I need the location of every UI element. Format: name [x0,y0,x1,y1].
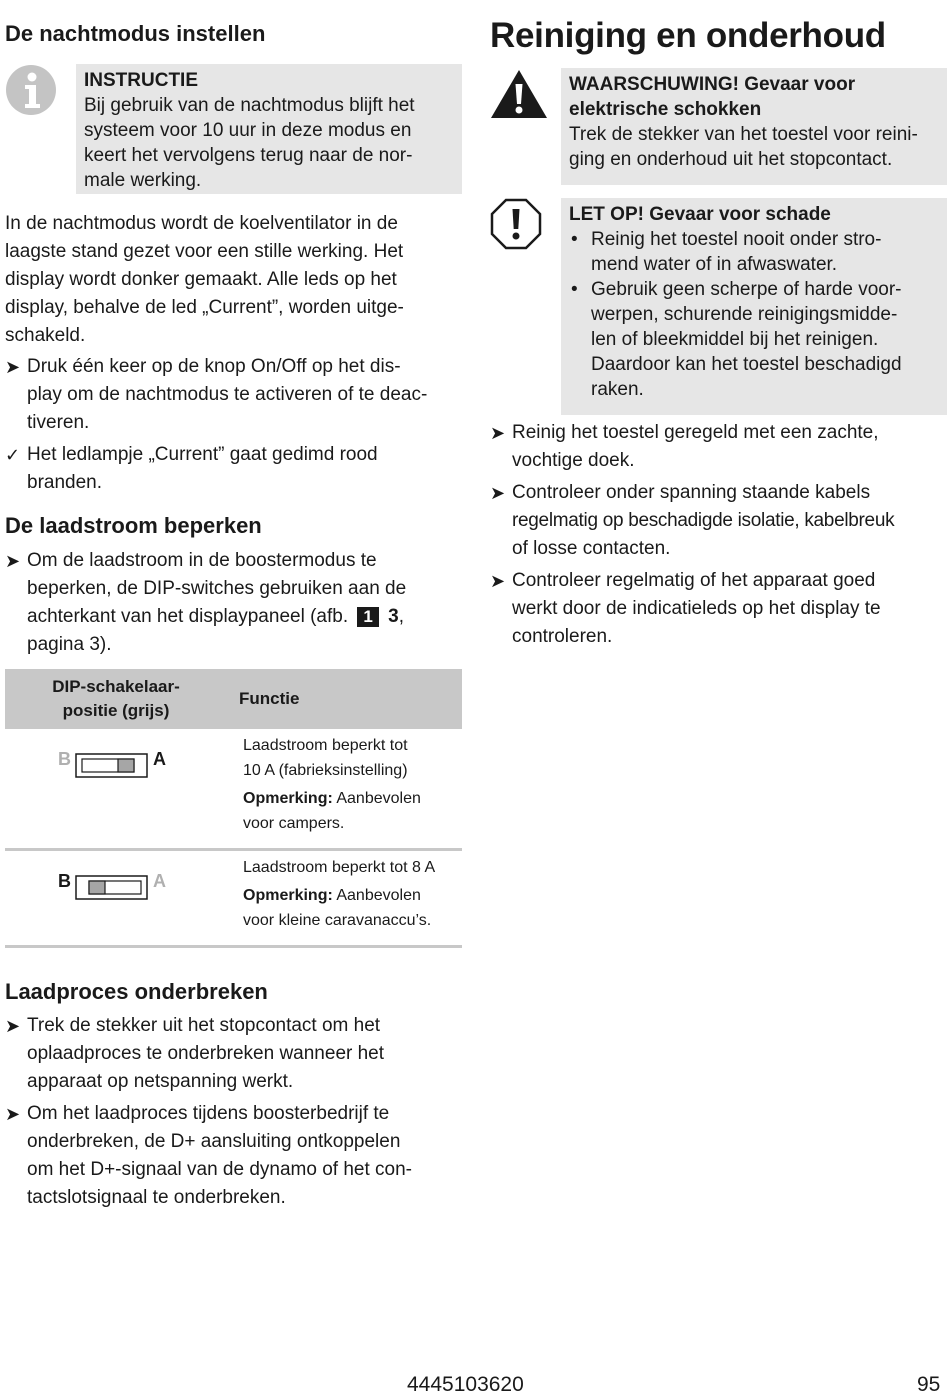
switch-label-a: A [153,871,166,891]
table-header-position [5,669,227,729]
step-line: vochtige doek. [512,450,635,471]
warning-triangle-icon [490,68,548,125]
cleaning-step [490,419,950,475]
limit-current-step [5,547,462,659]
paragraph-line: In de nachtmodus wordt de koelventilator in de [5,213,398,234]
warning-title: elektrische schokken [569,99,762,120]
result-line: Het ledlampje „Current” gaat gedimd rood [27,444,378,465]
bullet-line: Daardoor kan het toestel beschadigd [591,354,902,375]
warning-notice [490,68,947,185]
function-cell [227,850,462,947]
function-note [243,786,456,811]
arrow-icon: ➤ [5,551,21,571]
bullet-line: raken. [591,379,644,400]
step-line: oplaadproces te onderbreken wanneer het [27,1043,385,1064]
note-label: Opmerking: [243,790,333,807]
step-line [27,603,462,631]
dip-switch-table [5,669,462,948]
instruction-line: keert het vervolgens terug naar de nor- [84,145,413,166]
switch-label-b: B [58,871,71,891]
note-text: Aanbevolen [332,887,421,904]
paragraph-line: laagste stand gezet voor een stille werking. Het [5,241,404,262]
step-line: of losse contacten. [512,538,671,559]
step-line: Controleer onder spanning staande kabels [512,482,871,503]
instruction-line: Bij gebruik van de nachtmodus blijft het [84,95,415,116]
arrow-icon: ➤ [490,483,506,503]
caution-bullet [569,277,939,402]
interrupt-step [5,1012,462,1096]
warning-line: ging en onderhoud uit het stopcontact. [569,149,893,170]
cleaning-step [490,479,950,563]
warning-box [561,68,947,185]
bullet-line: Reinig het toestel nooit onder stro- [591,229,882,250]
step-line: play om de nachtmodus te activeren of te deac- [27,384,428,405]
limit-current-heading: De laadstroom beperken [5,513,262,538]
caution-title: LET OP! Gevaar voor schade [569,204,831,225]
bullet-line: werpen, schurende reinigingsmidde- [591,304,898,325]
paragraph-line: display, behalve de led „Current”, worden uitge- [5,297,404,318]
function-text: 10 A (fabrieksinstelling) [243,762,408,779]
warning-title: WAARSCHUWING! Gevaar voor [569,74,856,95]
note-text: voor campers. [243,815,345,832]
instruction-line: male werking. [84,170,202,191]
step-text: achterkant van het displaypaneel (afb. [27,606,349,627]
caution-bullet [569,227,939,277]
instruction-title: INSTRUCTIE [84,70,198,91]
info-icon [5,64,57,121]
caution-notice [490,198,947,415]
step-line: Om de laadstroom in de boostermodus te [27,550,377,571]
bullet-line: len of bleekmiddel bij het reinigen. [591,329,879,350]
dip-switch-cell [5,850,227,947]
step-line: tactslotsignaal te onderbreken. [27,1187,286,1208]
step-line: werkt door de indicatieleds op het display te [512,598,881,619]
table-header-function: Functie [227,669,462,729]
page-number: 95 [917,1373,941,1396]
dip-switch-cell [5,729,227,850]
dip-switch-graphic [75,753,149,787]
arrow-icon: ➤ [490,423,506,443]
bullet-line: Gebruik geen scherpe of harde voor- [591,279,902,300]
dip-switch-graphic [75,875,149,909]
figure-number-badge: 1 [357,607,378,627]
function-cell [227,729,462,850]
note-label: Opmerking: [243,887,333,904]
cleaning-step [490,567,950,651]
caution-octagon-icon [490,198,542,255]
instruction-line: systeem voor 10 uur in deze modus en [84,120,412,141]
function-note [243,883,456,908]
table-row [5,729,462,850]
night-mode-heading: De nachtmodus instellen [5,21,266,46]
switch-label-b: B [58,749,71,769]
warning-line: Trek de stekker van het toestel voor reini- [569,124,918,145]
step-line: onderbreken, de D+ aansluiting ontkoppelen [27,1131,401,1152]
night-mode-result [5,441,462,497]
step-text: , [398,606,404,627]
instruction-notice [5,64,462,194]
switch-label-a: A [153,749,166,769]
arrow-icon: ➤ [490,571,506,591]
interrupt-heading: Laadproces onderbreken [5,979,268,1004]
step-line: regelmatig op beschadigde isolatie, kabelbreuk [512,510,895,531]
step-line: pagina 3). [27,634,112,655]
step-line: Controleer regelmatig of het apparaat goed [512,570,876,591]
night-mode-step [5,353,462,437]
bullet-icon: • [571,229,578,250]
instruction-box [76,64,462,194]
paragraph-line: display wordt donker gemaakt. Alle leds op het [5,269,397,290]
step-line: controleren. [512,626,613,647]
night-mode-paragraph [5,210,462,350]
paragraph-line: schakeld. [5,325,86,346]
note-text: voor kleine caravanaccu’s. [243,912,432,929]
step-line: om het D+-signaal van de dynamo of het con- [27,1159,412,1180]
function-text: Laadstroom beperkt tot [243,737,408,754]
step-line: beperken, de DIP-switches gebruiken aan de [27,578,407,599]
table-header-row [5,669,462,729]
step-line: Reinig het toestel geregeld met een zachte, [512,422,879,443]
bullet-icon: • [571,279,578,300]
step-line: Om het laadproces tijdens boosterbedrijf te [27,1103,390,1124]
interrupt-step [5,1100,467,1212]
cleaning-heading: Reiniging en onderhoud [490,16,886,55]
arrow-icon: ➤ [5,1104,21,1124]
check-icon: ✓ [5,445,21,465]
step-line: Druk één keer op de knop On/Off op het dis- [27,356,401,377]
note-text: Aanbevolen [332,790,421,807]
arrow-icon: ➤ [5,357,21,377]
arrow-icon: ➤ [5,1016,21,1036]
bullet-line: mend water of in afwaswater. [591,254,838,275]
table-row [5,850,462,947]
header-text: DIP-schakelaar- [52,677,180,696]
caution-box [561,198,947,415]
function-text: Laadstroom beperkt tot 8 A [243,859,436,876]
document-number: 4445103620 [407,1373,524,1396]
result-line: branden. [27,472,103,493]
header-text: positie (grijs) [62,701,170,720]
step-line: Trek de stekker uit het stopcontact om het [27,1015,381,1036]
step-line: tiveren. [27,412,90,433]
figure-sub-number: 3 [388,606,399,627]
step-line: apparaat op netspanning werkt. [27,1071,294,1092]
dip-table-wrapper [5,669,462,948]
